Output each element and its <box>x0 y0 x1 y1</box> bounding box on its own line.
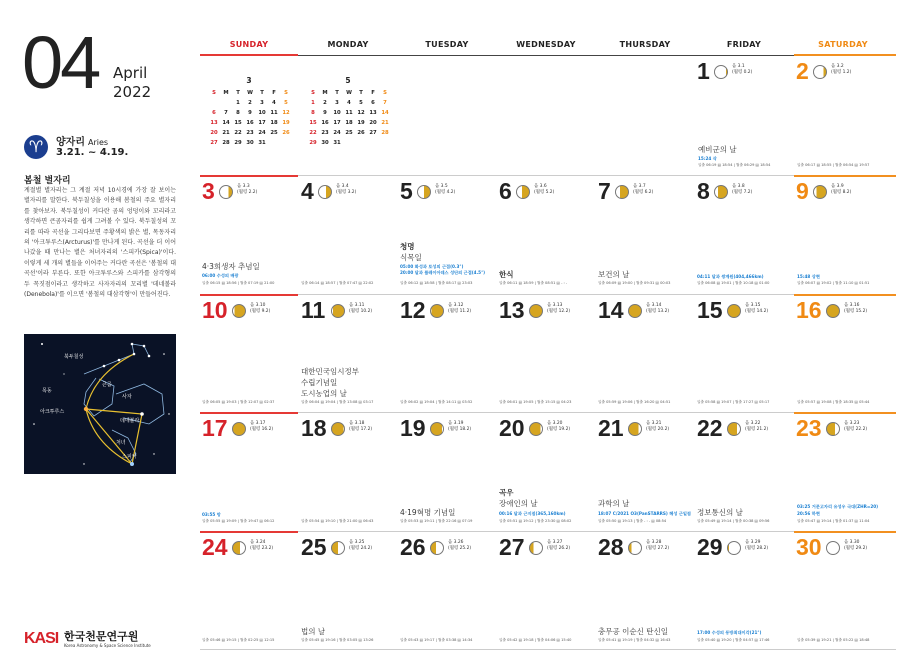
day-number: 3 <box>202 178 215 204</box>
riseset: 일출 06:05 ▤ 19:03 | 월출 12:07 ▤ 02:37 <box>202 400 275 404</box>
header-thursday: THURSDAY <box>619 40 671 49</box>
mini-calendar-week: 15 16 17 18 19 20 21 <box>309 120 389 126</box>
moon-phase-icon <box>430 304 444 318</box>
moon-phase-icon <box>714 65 728 79</box>
aries-icon: ♈ <box>24 135 48 159</box>
holiday: 충무공 이순신 탄신일 <box>598 627 668 636</box>
holiday: 4·19혁명 기념일 <box>400 508 456 517</box>
mini-calendar-week: 22 23 24 25 26 27 28 <box>309 130 389 136</box>
day-number: 10 <box>202 297 228 323</box>
day-number: 27 <box>499 534 525 560</box>
dipper-label: 북두칠성 <box>64 354 84 360</box>
moon-phase-icon <box>417 185 431 199</box>
mini-calendar-week: 6 7 8 9 10 11 12 <box>212 110 290 116</box>
week1-rule <box>200 175 896 176</box>
logo-mark: KASI <box>24 630 59 647</box>
red-accent-4 <box>200 531 298 533</box>
moon-phase-icon <box>813 65 827 79</box>
lunar-date: 음 3.24 <box>250 540 266 545</box>
riseset: 일출 05:54 ▤ 19:10 | 월출 21:00 ▤ 06:43 <box>301 519 374 523</box>
spica-label: 스피카 <box>122 454 137 460</box>
kasi-logo <box>24 628 204 650</box>
day-number: 26 <box>400 534 426 560</box>
moon-phase-icon <box>826 422 840 436</box>
day-number: 6 <box>499 178 512 204</box>
day-number: 18 <box>301 415 327 441</box>
mini-calendar-week: 8 9 10 11 12 13 14 <box>311 110 389 116</box>
day-number: 28 <box>598 534 624 560</box>
day-number: 17 <box>202 415 228 441</box>
event: 03:55 망 <box>202 512 221 517</box>
riseset: 일출 05:39 ▤ 19:21 | 월출 05:22 ▤ 18:48 <box>797 638 870 642</box>
mini-calendar-week: 27 28 29 30 31 <box>210 140 266 146</box>
event: 00:16 달과 근지점(365,160km) <box>499 511 566 516</box>
event: 06:00 수성의 배광 <box>202 273 239 278</box>
red-accent-1 <box>200 175 298 177</box>
riseset: 일출 06:19 ▤ 18:54 | 월출 06:29 ▤ 18:54 <box>698 163 771 167</box>
lunar-date: 음 3.11 <box>349 303 365 308</box>
moon-phase-icon <box>331 541 345 555</box>
lunar-date: 음 3.28 <box>646 540 662 545</box>
day-number: 19 <box>400 415 426 441</box>
day-number: 21 <box>598 415 624 441</box>
lunar-date: 음 3.14 <box>646 303 662 308</box>
moon-age: (월령 13.2) <box>646 309 670 314</box>
event-newmoon: 15:24 삭 <box>698 156 717 161</box>
holiday: 정보통신의 날 <box>697 508 743 517</box>
day-number: 16 <box>796 297 822 323</box>
riseset: 일출 05:49 ▤ 19:14 | 월출 00:38 ▤ 09:56 <box>697 519 770 523</box>
event: 05:00 화성과 토성의 근접(0.3°) <box>400 264 464 269</box>
riseset: 일출 05:46 ▤ 19:15 | 월출 02:25 ▤ 12:15 <box>202 638 275 642</box>
riseset: 일출 05:53 ▤ 19:11 | 월출 22:16 ▤ 07:19 <box>400 519 473 523</box>
moon-phase-icon <box>727 304 741 318</box>
holiday: 대한민국임시정부 <box>301 367 359 376</box>
lunar-date: 음 3.8 <box>732 184 745 189</box>
lunar-date: 음 3.25 <box>349 540 365 545</box>
lunar-date: 음 3.19 <box>448 421 464 426</box>
event: 15:48 상현 <box>797 274 820 279</box>
day-number: 13 <box>499 297 525 323</box>
logo-english: Korea Astronomy & Space Science Institute <box>64 643 151 648</box>
riseset: 일출 06:07 ▤ 19:02 | 월출 11:10 ▤ 01:51 <box>797 281 870 285</box>
lunar-date: 음 3.12 <box>448 303 464 308</box>
moon-phase-icon <box>516 185 530 199</box>
riseset: 일출 06:08 ▤ 19:01 | 월출 10:18 ▤ 01:00 <box>697 281 770 285</box>
lunar-date: 음 3.4 <box>336 184 349 189</box>
riseset: 일출 06:17 ▤ 18:55 | 월출 06:54 ▤ 19:57 <box>797 163 870 167</box>
mini-calendar-week: 1 2 3 4 5 6 7 <box>311 100 387 106</box>
riseset: 일출 05:45 ▤ 19:16 | 월출 03:05 ▤ 13:26 <box>301 638 374 642</box>
moon-phase-icon <box>529 541 543 555</box>
riseset: 일출 05:47 ▤ 19:14 | 월출 01:37 ▤ 11:04 <box>797 519 870 523</box>
moon-age: (월령 27.2) <box>646 546 670 551</box>
orange-accent-2 <box>794 294 896 296</box>
moon-phase-icon <box>628 422 642 436</box>
day-number: 4 <box>301 178 314 204</box>
zodiac-dates: 3.21. ~ 4.19. <box>56 147 129 158</box>
event: 03:25 거문고자리 유성우 극대(ZHR=20) <box>797 504 879 509</box>
lunar-date: 음 3.22 <box>745 421 761 426</box>
lunar-date: 음 3.1 <box>732 64 745 69</box>
week2-rule <box>200 294 896 295</box>
day-number: 25 <box>301 534 327 560</box>
leo-label: 사자 <box>122 394 132 400</box>
moon-phase-icon <box>727 422 741 436</box>
holiday: 보건의 날 <box>598 270 630 279</box>
bootes-label: 목동 <box>42 388 52 394</box>
virgo-label: 처녀 <box>116 440 126 446</box>
moon-age: (월령 19.2) <box>547 427 571 432</box>
moon-age: (월령 3.2) <box>336 190 357 195</box>
lunar-date: 음 3.3 <box>237 184 250 189</box>
week4-rule <box>200 531 896 532</box>
day-number: 12 <box>400 297 426 323</box>
orange-accent-3 <box>794 412 896 414</box>
lunar-date: 음 3.2 <box>831 64 844 69</box>
riseset: 일출 06:15 ▤ 18:56 | 월출 07:19 ▤ 21:00 <box>202 281 275 285</box>
moon-age: (월령 5.2) <box>534 190 555 195</box>
moon-age: (월령 6.2) <box>633 190 654 195</box>
day-number: 7 <box>598 178 611 204</box>
moon-age: (월령 0.2) <box>732 70 753 75</box>
day-number: 14 <box>598 297 624 323</box>
header-sunday: SUNDAY <box>229 40 269 49</box>
lunar-date: 음 3.16 <box>844 303 860 308</box>
day-number: 11 <box>301 297 326 323</box>
moon-age: (월령 1.2) <box>831 70 852 75</box>
holiday: 청명 <box>400 242 415 251</box>
moon-phase-icon <box>430 541 444 555</box>
day-number: 2 <box>796 58 809 84</box>
year: 2022 <box>113 83 152 101</box>
holiday: 한식 <box>499 270 514 279</box>
moon-age: (월령 7.2) <box>732 190 753 195</box>
moon-phase-icon <box>813 185 827 199</box>
riseset: 일출 05:55 ▤ 19:09 | 월출 19:47 ▤ 06:12 <box>202 519 275 523</box>
lunar-date: 음 3.6 <box>534 184 547 189</box>
moon-age: (월령 28.2) <box>745 546 769 551</box>
orange-accent-4 <box>794 531 896 533</box>
mini-calendar-weekdays: S M T W T F S <box>311 90 387 96</box>
month-name: April <box>113 64 148 82</box>
mini-calendar-title: 3 <box>246 76 252 85</box>
day-number: 29 <box>697 534 723 560</box>
moon-phase-icon <box>529 422 543 436</box>
mini-calendar-week: 1 2 3 4 5 <box>236 100 288 106</box>
moon-phase-icon <box>826 304 840 318</box>
lunar-date: 음 3.9 <box>831 184 844 189</box>
arcturus-label: 아크투루스 <box>40 409 65 415</box>
mini-calendar-week: 13 14 15 16 17 18 19 <box>210 120 290 126</box>
red-accent-3 <box>200 412 298 414</box>
moon-phase-icon <box>628 541 642 555</box>
lunar-date: 음 3.29 <box>745 540 761 545</box>
header-tuesday: TUESDAY <box>425 40 469 49</box>
riseset: 일출 06:04 ▤ 19:04 | 월출 13:08 ▤ 03:17 <box>301 400 374 404</box>
moon-age: (월령 17.2) <box>349 427 373 432</box>
moon-age: (월령 4.2) <box>435 190 456 195</box>
moon-phase-icon <box>232 541 246 555</box>
moon-age: (월령 10.2) <box>349 309 373 314</box>
riseset: 일출 06:02 ▤ 19:04 | 월출 14:11 ▤ 03:52 <box>400 400 473 404</box>
riseset: 일출 05:42 ▤ 19:18 | 월출 04:06 ▤ 15:40 <box>499 638 572 642</box>
denebola-label: 데네볼라 <box>120 418 140 424</box>
day-number: 15 <box>697 297 723 323</box>
moon-phase-icon <box>219 185 233 199</box>
event: 18:07 C/2021 O3(PanSTARRS) 혜성 근일점 <box>598 511 691 516</box>
moon-age: (월령 8.2) <box>831 190 852 195</box>
day-number: 22 <box>697 415 723 441</box>
day-number: 9 <box>796 178 809 204</box>
moon-phase-icon <box>615 185 629 199</box>
event: 20:56 하현 <box>797 511 820 516</box>
moon-phase-icon <box>232 304 246 318</box>
holiday: 도시농업의 날 <box>301 389 347 398</box>
lunar-date: 음 3.21 <box>646 421 662 426</box>
moon-phase-icon <box>331 304 345 318</box>
logo-korean: 한국천문연구원 <box>64 630 139 643</box>
mini-calendar-week: 29 30 31 <box>309 140 341 146</box>
day-number: 8 <box>697 178 710 204</box>
riseset: 일출 06:01 ▤ 19:05 | 월출 15:15 ▤ 04:23 <box>499 400 572 404</box>
lunar-date: 음 3.30 <box>844 540 860 545</box>
moon-phase-icon <box>714 185 728 199</box>
mini-calendar-title: 5 <box>345 76 351 85</box>
ursa-label: 큰곰 <box>102 382 112 388</box>
holiday: 과학의 날 <box>598 499 630 508</box>
event: 20:00 달과 플레이아데스 성단의 근접(4.5°) <box>400 270 486 275</box>
moon-phase-icon <box>430 422 444 436</box>
header-rule <box>200 55 896 56</box>
riseset: 일출 05:58 ▤ 19:07 | 월출 17:27 ▤ 05:17 <box>697 400 770 404</box>
day-number: 1 <box>697 58 710 84</box>
moon-age: (월령 23.2) <box>250 546 274 551</box>
lunar-date: 음 3.27 <box>547 540 563 545</box>
event: 17:00 수성의 동방최대이각(21°) <box>697 630 762 635</box>
lunar-date: 음 3.20 <box>547 421 563 426</box>
riseset: 일출 05:57 ▤ 19:08 | 월출 18:35 ▤ 05:44 <box>797 400 870 404</box>
left-panel <box>0 0 195 662</box>
moon-phase-icon <box>628 304 642 318</box>
moon-age: (월령 9.2) <box>250 309 271 314</box>
moon-age: (월령 25.2) <box>448 546 472 551</box>
moon-age: (월령 11.2) <box>448 309 472 314</box>
moon-age: (월령 16.2) <box>250 427 274 432</box>
lunar-date: 음 3.23 <box>844 421 860 426</box>
day-number: 5 <box>400 178 413 204</box>
moon-age: (월령 2.2) <box>237 190 258 195</box>
moon-phase-icon <box>318 185 332 199</box>
riseset: 일출 05:40 ▤ 19:20 | 월출 04:57 ▤ 17:46 <box>697 638 770 642</box>
moon-age: (월령 14.2) <box>745 309 769 314</box>
story-title: 봄철 별자리 <box>24 176 71 186</box>
lunar-date: 음 3.10 <box>250 303 266 308</box>
red-accent-2 <box>200 294 298 296</box>
constellation-image <box>24 334 176 474</box>
lunar-date: 음 3.5 <box>435 184 448 189</box>
header-friday: FRIDAY <box>726 40 762 49</box>
moon-phase-icon <box>331 422 345 436</box>
moon-age: (월령 22.2) <box>844 427 868 432</box>
orange-accent-1 <box>794 175 896 177</box>
riseset: 일출 06:09 ▤ 19:00 | 월출 09:31 ▤ 00:03 <box>598 281 671 285</box>
riseset: 일출 05:41 ▤ 19:19 | 월출 04:32 ▤ 16:43 <box>598 638 671 642</box>
header-saturday: SATURDAY <box>818 40 868 49</box>
lunar-date: 음 3.26 <box>448 540 464 545</box>
moon-phase-icon <box>232 422 246 436</box>
sunday-rule <box>200 54 298 56</box>
holiday: 4·3희생자 추념일 <box>202 262 260 271</box>
day-number: 20 <box>499 415 525 441</box>
mini-calendar-weekdays: S M T W T F S <box>212 90 288 96</box>
zodiac-name: 양자리 Aries <box>56 137 109 148</box>
riseset: 일출 06:12 ▤ 18:58 | 월출 08:17 ▤ 23:03 <box>400 281 473 285</box>
day-number: 23 <box>796 415 822 441</box>
constellation-map <box>24 334 176 474</box>
header-monday: MONDAY <box>327 40 369 49</box>
riseset: 일출 05:51 ▤ 19:12 | 월출 23:30 ▤ 08:02 <box>499 519 572 523</box>
lunar-date: 음 3.7 <box>633 184 646 189</box>
week5-rule <box>200 649 896 650</box>
riseset: 일출 06:11 ▤ 18:59 | 월출 08:51 ▤ - : - <box>499 281 568 285</box>
holiday-reserve: 예비군의 날 <box>698 145 737 154</box>
moon-age: (월령 26.2) <box>547 546 571 551</box>
moon-age: (월령 29.2) <box>844 546 868 551</box>
zodiac-block <box>24 133 214 165</box>
riseset: 일출 06:14 ▤ 18:57 | 월출 07:47 ▤ 22:02 <box>301 281 374 285</box>
moon-phase-icon <box>529 304 543 318</box>
holiday: 법의 날 <box>301 627 326 636</box>
holiday: 수립기념일 <box>301 378 338 387</box>
holiday: 식목일 <box>400 253 422 262</box>
moon-age: (월령 15.2) <box>844 309 868 314</box>
month-number: 04 <box>22 21 99 104</box>
lunar-date: 음 3.15 <box>745 303 761 308</box>
header-wednesday: WEDNESDAY <box>516 40 576 49</box>
lunar-date: 음 3.17 <box>250 421 266 426</box>
holiday: 곡우 <box>499 488 514 497</box>
moon-age: (월령 21.2) <box>745 427 769 432</box>
event: 04:11 달과 쌍계원(404,466km) <box>697 274 764 279</box>
week3-rule <box>200 412 896 413</box>
saturday-rule <box>794 54 896 56</box>
moon-age: (월령 24.2) <box>349 546 373 551</box>
moon-age: (월령 18.2) <box>448 427 472 432</box>
riseset: 일출 05:59 ▤ 19:06 | 월출 16:20 ▤ 04:51 <box>598 400 671 404</box>
lunar-date: 음 3.13 <box>547 303 563 308</box>
story-text: 계절별 별자리는 그 계절 저녁 10시경에 가장 잘 보이는 별자리를 말한다. 북두칠성을 이용해 봄철의 주요 별자리를 찾아보자. 북두칠성이 커다란 곰의 엉덩이와 꼬리라고 생각하면 큰곰자리를 쉽게 그려볼 수 있다. 북두칠성의 꼬리를 따라 곡선을 그리다보면 주황색의 밝은 별, 목동자리의 '아크투루스(Arcturus)'를 만나게 된다. 곡선을 더 이어나갔을 때 만나는 별은 처녀자리의 '스피카(Spica)'이다. 이렇게 세 개의 별들을 이어주는 커다란 곡선은 '봄철의 대곡선'이라 부른다. 또한 아크투루스와 스피카를 삼각형의 두 꼭짓점이라고 생각하고 사자자리의 꼬리별 '데네볼라(Denebola)'를 이으면 '봄철의 대삼각형'이 만들어진다. <box>24 187 176 299</box>
riseset: 일출 05:43 ▤ 19:17 | 월출 03:38 ▤ 14:34 <box>400 638 473 642</box>
mini-calendar-week: 20 21 22 23 24 25 26 <box>210 130 290 136</box>
riseset: 일출 05:50 ▤ 19:13 | 월출 - : - ▤ 08:54 <box>598 519 667 523</box>
holiday: 장애인의 날 <box>499 499 538 508</box>
moon-phase-icon <box>727 541 741 555</box>
moon-phase-icon <box>826 541 840 555</box>
day-number: 24 <box>202 534 228 560</box>
moon-age: (월령 20.2) <box>646 427 670 432</box>
moon-age: (월령 12.2) <box>547 309 571 314</box>
lunar-date: 음 3.18 <box>349 421 365 426</box>
day-number: 30 <box>796 534 822 560</box>
